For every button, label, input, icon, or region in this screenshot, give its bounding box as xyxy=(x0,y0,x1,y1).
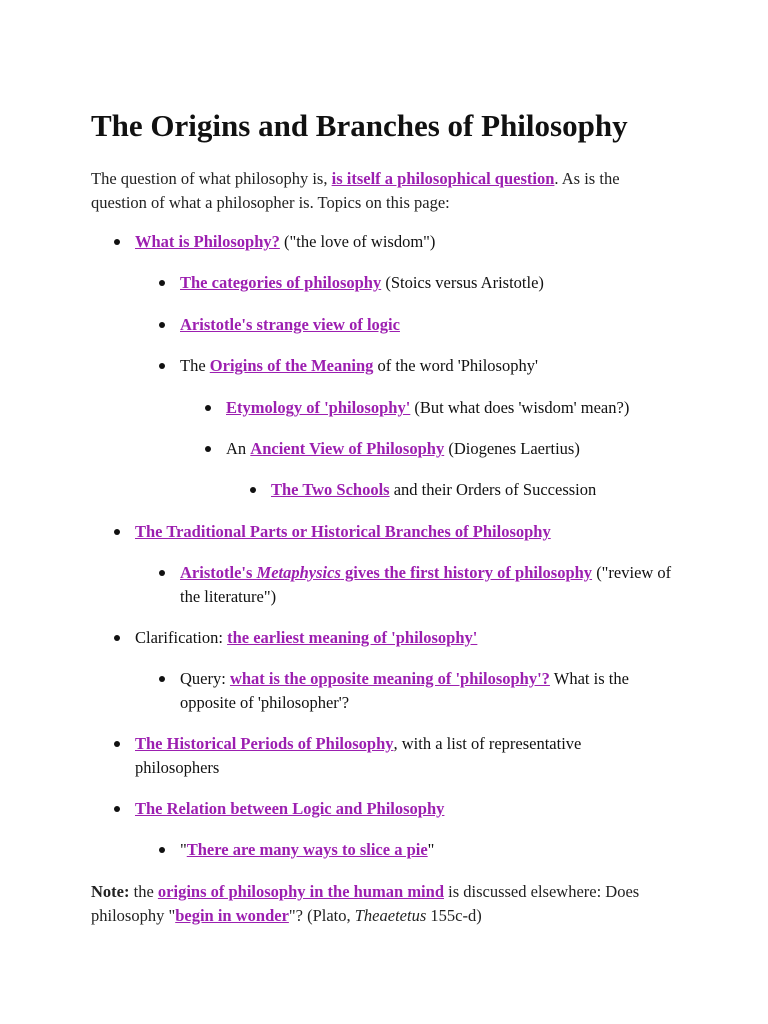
list-item: The Historical Periods of Philosophy, with a list of representative philosophers xyxy=(135,732,635,780)
earliest-meaning-link[interactable]: the earliest meaning of 'philosophy' xyxy=(227,628,478,647)
opposite-meaning-link[interactable]: what is the opposite meaning of 'philosophy'? xyxy=(229,669,550,688)
list-item: The categories of philosophy (Stoics versus Aristotle) xyxy=(180,271,544,295)
metaphysics-history-link[interactable]: Aristotle's Metaphysics gives the first history of philosophy xyxy=(180,563,593,582)
list-item: The Two Schools and their Orders of Succession xyxy=(271,478,596,502)
list-item: Clarification: the earliest meaning of 'philosophy' xyxy=(135,626,477,650)
etymology-link[interactable]: Etymology of 'philosophy' xyxy=(226,398,411,417)
page-title: The Origins and Branches of Philosophy xyxy=(91,108,628,143)
list-item: What is Philosophy? ("the love of wisdom") xyxy=(135,230,435,254)
philosophical-question-link[interactable]: is itself a philosophical question xyxy=(331,169,555,188)
list-item: "There are many ways to slice a pie" xyxy=(180,838,434,862)
list-item xyxy=(180,313,400,337)
list-item: An Ancient View of Philosophy (Diogenes Laertius) xyxy=(226,437,580,461)
slice-pie-link[interactable]: There are many ways to slice a pie xyxy=(186,840,428,859)
intro-text: The question of what philosophy is, xyxy=(91,169,332,188)
origins-meaning-link[interactable]: Origins of the Meaning xyxy=(209,356,374,375)
logic-relation-link[interactable]: The Relation between Logic and Philosophy xyxy=(135,799,445,818)
begin-wonder-link[interactable]: begin in wonder xyxy=(175,906,289,925)
list-item: Etymology of 'philosophy' (But what does 'wisdom' mean?) xyxy=(226,396,629,420)
note-label: Note: xyxy=(91,882,130,901)
intro-text-cont: . As is the question of what a philosopher is. Topics on this page: xyxy=(91,169,620,212)
traditional-parts-link[interactable]: The Traditional Parts or Historical Branches of Philosophy xyxy=(135,522,551,541)
list-item xyxy=(135,797,444,821)
list-item xyxy=(135,520,551,544)
ancient-view-link[interactable]: Ancient View of Philosophy xyxy=(250,439,445,458)
intro-paragraph xyxy=(91,167,651,215)
list-item: Query: what is the opposite meaning of 'philosophy'? What is the opposite of 'philosopher'? xyxy=(180,667,660,715)
historical-periods-link[interactable]: The Historical Periods of Philosophy xyxy=(135,734,394,753)
two-schools-link[interactable]: The Two Schools xyxy=(271,480,390,499)
theaetetus-title: Theaetetus xyxy=(354,906,427,925)
list-item: Aristotle's Metaphysics gives the first history of philosophy ("review of the literature") xyxy=(180,561,680,609)
aristotle-logic-link[interactable]: Aristotle's strange view of logic xyxy=(180,315,400,334)
list-item: The Origins of the Meaning of the word 'Philosophy' xyxy=(180,354,538,378)
note-paragraph: Note: the origins of philosophy in the human mind is discussed elsewhere: Does philosophy "begin in wonder"? (Plato, Theaetetus 155c-d) xyxy=(91,882,640,925)
categories-link[interactable]: The categories of philosophy xyxy=(180,273,382,292)
origins-mind-link[interactable]: origins of philosophy in the human mind xyxy=(157,882,444,901)
what-is-philosophy-link[interactable]: What is Philosophy? xyxy=(135,232,280,251)
